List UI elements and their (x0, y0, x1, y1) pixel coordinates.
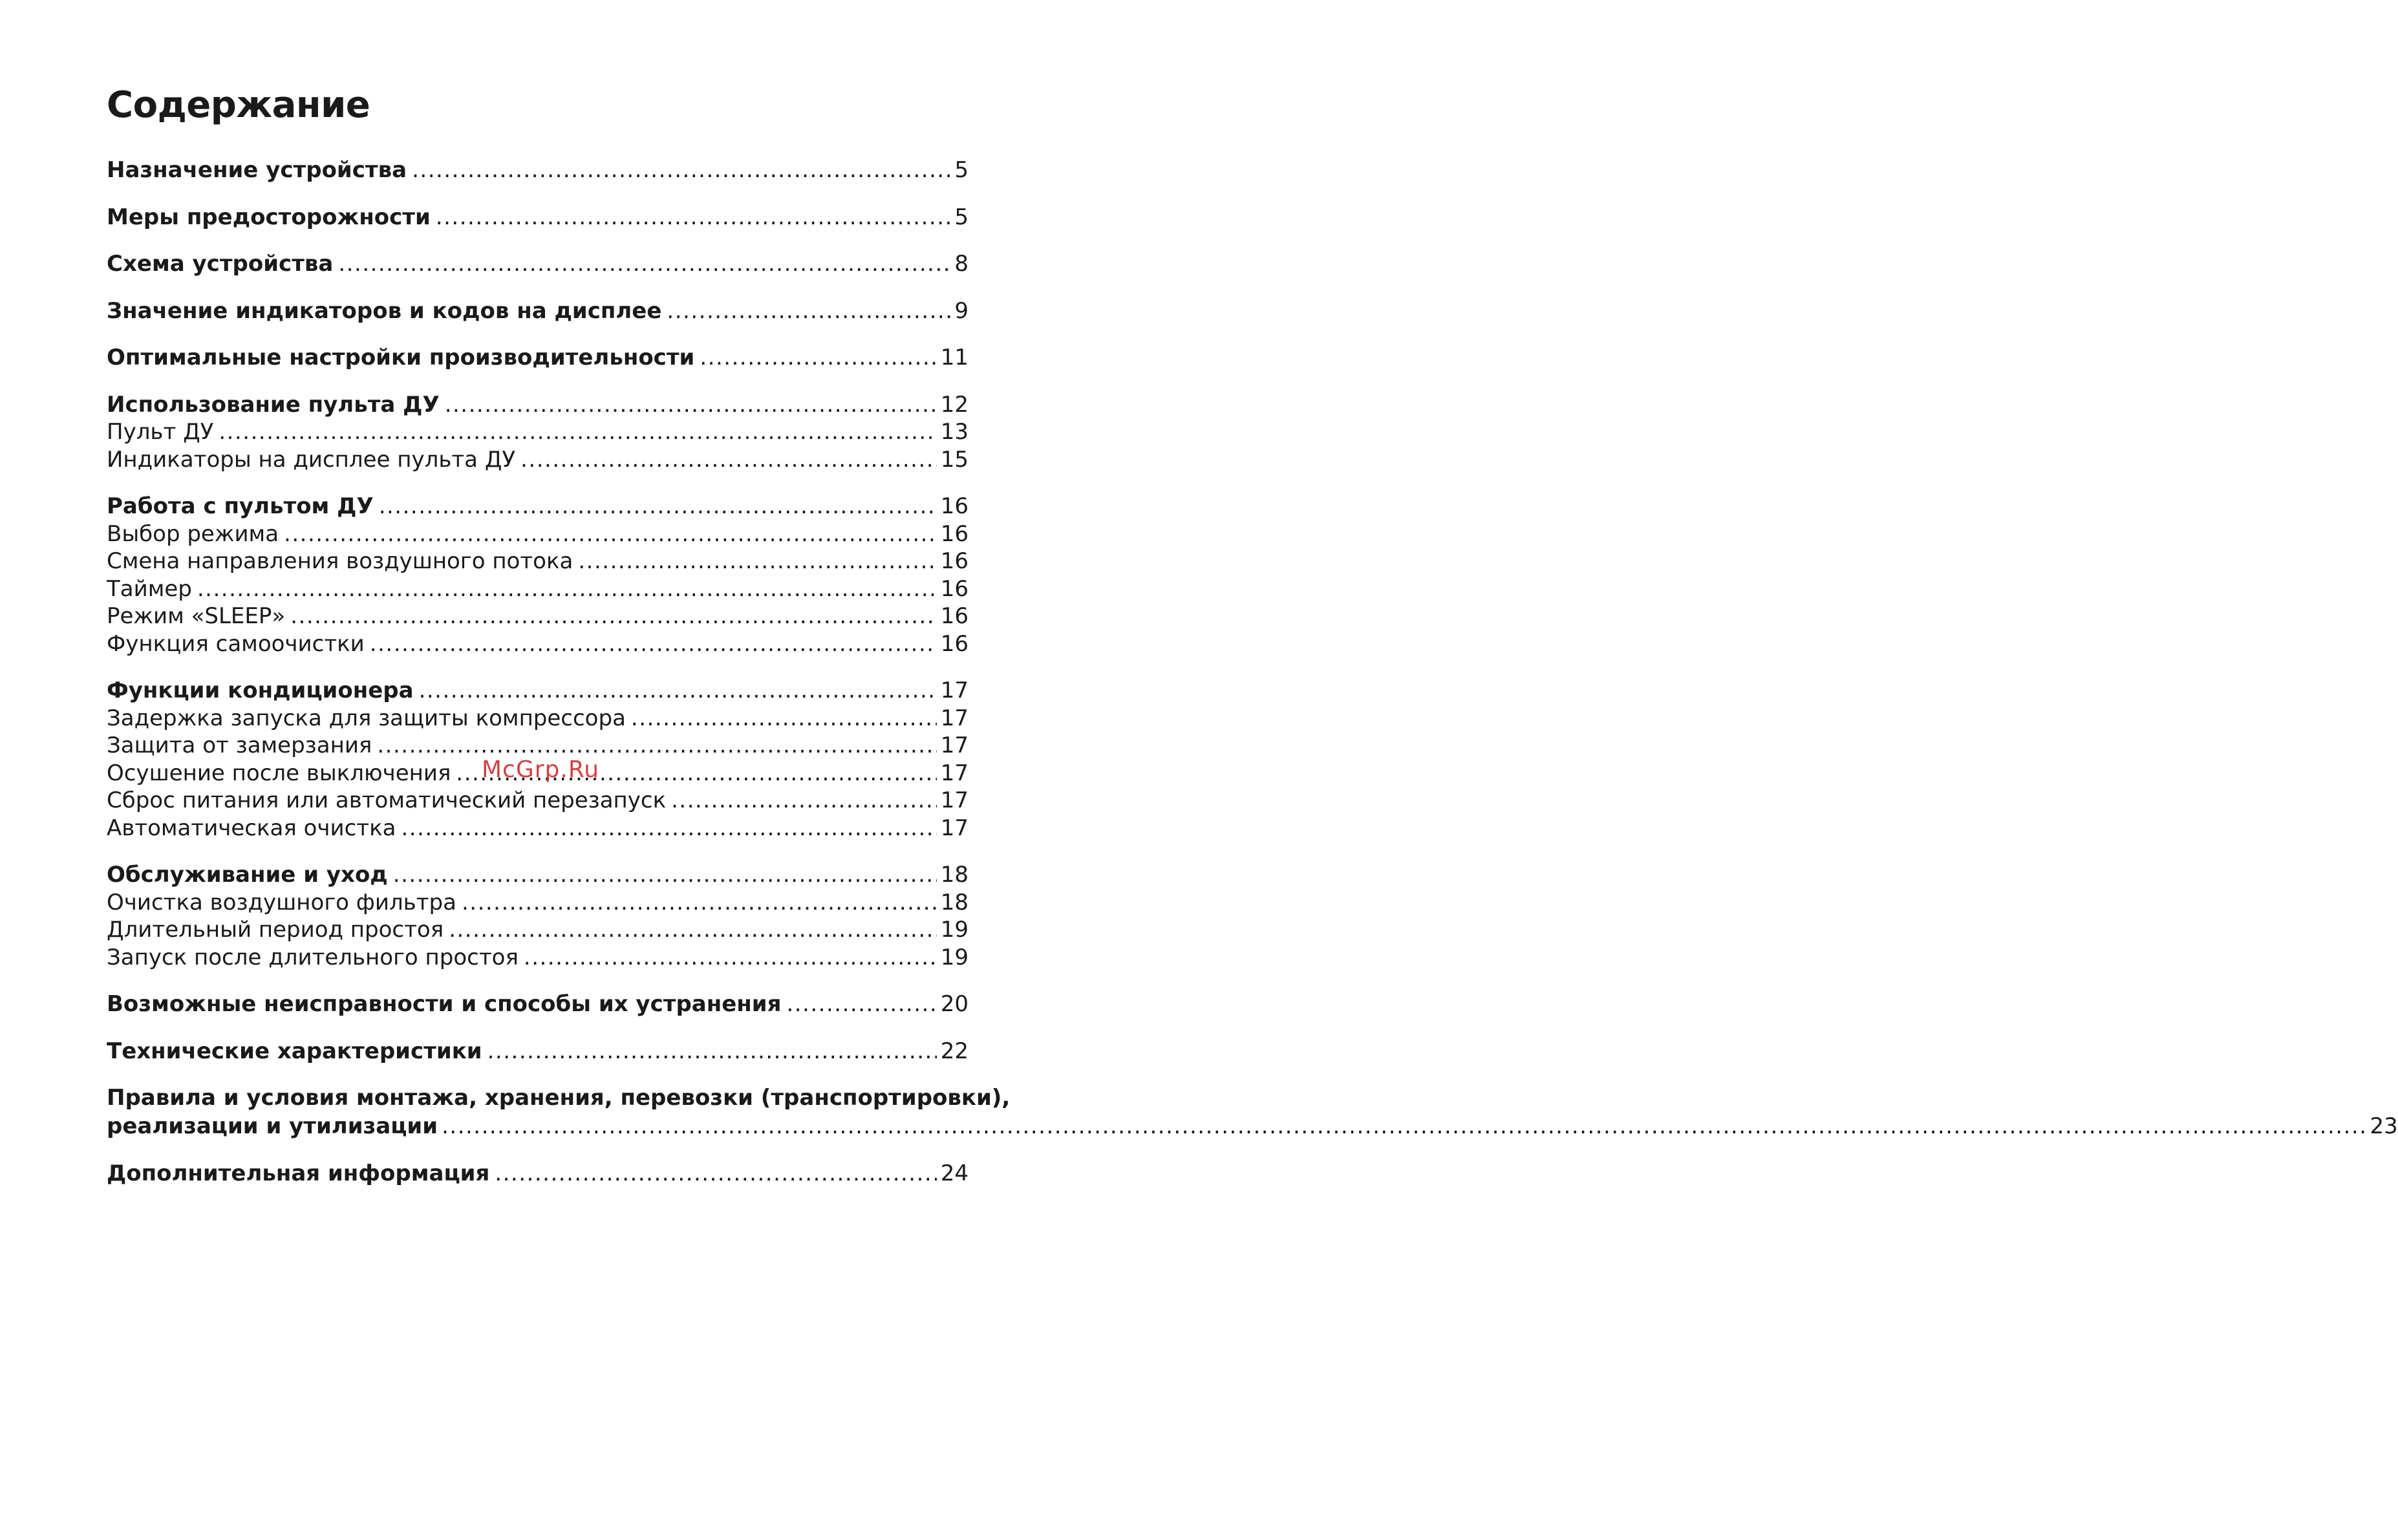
toc-entry-label: Очистка воздушного фильтра (107, 889, 456, 915)
toc-entry-label: Индикаторы на дисплее пульта ДУ (107, 446, 516, 473)
toc-page-number: 16 (940, 493, 969, 519)
toc-subsection-entry[interactable] (107, 520, 969, 548)
toc-entry-label: Запуск после длительного простоя (107, 944, 519, 970)
toc-dot-leader (449, 916, 937, 944)
toc-page-number: 17 (940, 705, 969, 731)
toc-group (107, 493, 969, 658)
toc-entry-label: Сброс питания или автоматический перезапуск (107, 787, 667, 813)
toc-entry-label: Значение индикаторов и кодов на дисплее (107, 297, 662, 324)
toc-group (107, 344, 969, 372)
toc-dot-leader (379, 493, 937, 520)
toc-page-number: 12 (940, 391, 969, 418)
toc-entry-label: Оптимальные настройки производительности (107, 345, 695, 370)
toc-page-number: 8 (954, 251, 969, 277)
toc-section-entry[interactable] (107, 990, 969, 1018)
toc-page-number: 17 (940, 787, 969, 813)
toc-entry-label: Работа с пультом ДУ (107, 493, 374, 519)
toc-page-number: 17 (940, 733, 969, 758)
toc-entry-label: Пульт ДУ (107, 419, 214, 445)
toc-entry-label: Назначение устройства (107, 157, 407, 183)
toc-dot-leader (370, 630, 937, 658)
toc-subsection-entry[interactable] (107, 944, 969, 972)
toc-group (107, 297, 969, 325)
toc-group (107, 1038, 969, 1065)
toc-entry-label: Задержка запуска для защиты компрессора (107, 705, 626, 731)
toc-page-number: 16 (940, 630, 969, 657)
toc-group (107, 156, 969, 184)
toc-page-number: 16 (940, 548, 969, 574)
toc-subsection-entry[interactable] (107, 916, 969, 944)
toc-section-entry[interactable] (107, 250, 969, 278)
toc-entry-label: Функции кондиционера (107, 678, 414, 703)
toc-group (107, 391, 969, 474)
toc-dot-leader (786, 990, 936, 1018)
toc-entry-label: Технические характеристики (107, 1038, 482, 1064)
toc-page-number: 16 (940, 520, 969, 547)
toc-dot-leader (436, 204, 951, 231)
toc-page-number: 23 (2370, 1113, 2398, 1139)
toc-page-number: 16 (940, 603, 969, 629)
toc-section-entry[interactable] (107, 344, 969, 372)
toc-group (107, 1160, 969, 1188)
toc-subsection-entry[interactable] (107, 732, 969, 760)
toc-entry-label-line1: Правила и условия монтажа, хранения, перевозки (транспортировки), (107, 1085, 1011, 1111)
toc-section-entry[interactable] (107, 861, 969, 889)
toc-dot-leader (700, 344, 936, 372)
toc-subsection-entry[interactable] (107, 418, 969, 446)
toc-entry-label: Длительный период простоя (107, 917, 444, 943)
toc-group (107, 861, 969, 971)
toc-entry-label: Использование пульта ДУ (107, 391, 440, 418)
toc-page-number: 17 (940, 815, 969, 841)
toc-dot-leader (671, 787, 937, 815)
toc-subsection-entry[interactable] (107, 889, 969, 917)
toc-entry-label: Автоматическая очистка (107, 815, 396, 841)
toc-group (107, 250, 969, 278)
toc-section-entry[interactable] (107, 204, 969, 231)
toc-subsection-entry[interactable] (107, 815, 969, 842)
toc-dot-leader (377, 732, 936, 760)
toc-page-number: 15 (940, 446, 969, 473)
toc-entry-label: Возможные неисправности и способы их устранения (107, 991, 782, 1017)
toc-dot-leader (338, 250, 950, 278)
toc-section-entry[interactable] (107, 677, 969, 705)
toc-dot-leader (495, 1160, 936, 1188)
toc-entry-label: Обслуживание и уход (107, 862, 388, 888)
toc-entry-line2 (107, 1113, 2398, 1141)
toc-subsection-entry[interactable] (107, 705, 969, 733)
toc-page-number: 17 (940, 678, 969, 703)
toc-entry-label: Схема устройства (107, 251, 334, 277)
toc-entry-label: Таймер (107, 575, 192, 602)
toc-entry-label: Дополнительная информация (107, 1160, 490, 1187)
toc-page-number: 22 (940, 1038, 969, 1064)
toc-page-number: 18 (940, 862, 969, 888)
toc-entry-label: Меры предосторожности (107, 204, 431, 230)
toc-group (107, 990, 969, 1018)
toc-section-entry-multiline[interactable] (107, 1084, 2398, 1140)
toc-dot-leader (631, 705, 937, 733)
table-of-contents (107, 156, 2398, 1207)
toc-page-number: 18 (940, 889, 969, 915)
watermark: McGrp.Ru (482, 756, 600, 783)
toc-entry-label: Функция самоочистки (107, 630, 365, 657)
toc-entry-label: Смена направления воздушного потока (107, 548, 573, 574)
toc-section-entry[interactable] (107, 1160, 969, 1188)
toc-page-number: 19 (940, 944, 969, 970)
toc-subsection-entry[interactable] (107, 575, 969, 603)
toc-page-number: 13 (940, 419, 969, 445)
toc-dot-leader (219, 418, 936, 446)
toc-entry-label-line2: реализации и утилизации (107, 1113, 438, 1139)
toc-entry-label: Выбор режима (107, 520, 279, 547)
toc-page-number: 24 (940, 1160, 969, 1187)
toc-entry-label: Защита от замерзания (107, 733, 372, 758)
toc-page-number: 16 (940, 575, 969, 602)
toc-dot-leader (442, 1113, 2367, 1141)
toc-subsection-entry[interactable] (107, 630, 969, 658)
toc-subsection-entry[interactable] (107, 446, 969, 474)
toc-subsection-entry[interactable] (107, 787, 969, 815)
toc-entry-label: Осушение после выключения (107, 760, 451, 786)
toc-page-number: 11 (940, 345, 969, 370)
toc-dot-leader (393, 861, 937, 889)
toc-page-number: 9 (954, 297, 969, 324)
toc-dot-leader (419, 677, 937, 705)
toc-section-entry[interactable] (107, 391, 969, 419)
toc-subsection-entry[interactable] (107, 548, 969, 575)
toc-dot-leader (524, 944, 937, 972)
toc-dot-leader (197, 575, 937, 603)
toc-entry-label: Режим «SLEEP» (107, 603, 286, 629)
toc-dot-leader (412, 156, 950, 184)
toc-dot-leader (290, 603, 937, 630)
toc-dot-leader (462, 889, 937, 917)
toc-dot-leader (667, 297, 950, 325)
toc-dot-leader (578, 548, 936, 575)
toc-dot-leader (284, 520, 937, 548)
toc-page-number: 17 (940, 760, 969, 786)
toc-subsection-entry[interactable] (107, 603, 969, 630)
toc-page-number: 20 (940, 991, 969, 1017)
toc-dot-leader (445, 391, 937, 419)
toc-page-number: 5 (954, 204, 969, 230)
toc-page-number: 19 (940, 917, 969, 943)
toc-page-number: 5 (954, 157, 969, 183)
toc-group (107, 204, 969, 231)
toc-section-entry[interactable] (107, 297, 969, 325)
page-title: Содержание (107, 84, 370, 126)
toc-section-entry[interactable] (107, 156, 969, 184)
toc-dot-leader (520, 446, 937, 474)
toc-dot-leader (401, 815, 936, 842)
toc-section-entry[interactable] (107, 493, 969, 520)
toc-dot-leader (487, 1038, 937, 1065)
toc-section-entry[interactable] (107, 1038, 969, 1065)
